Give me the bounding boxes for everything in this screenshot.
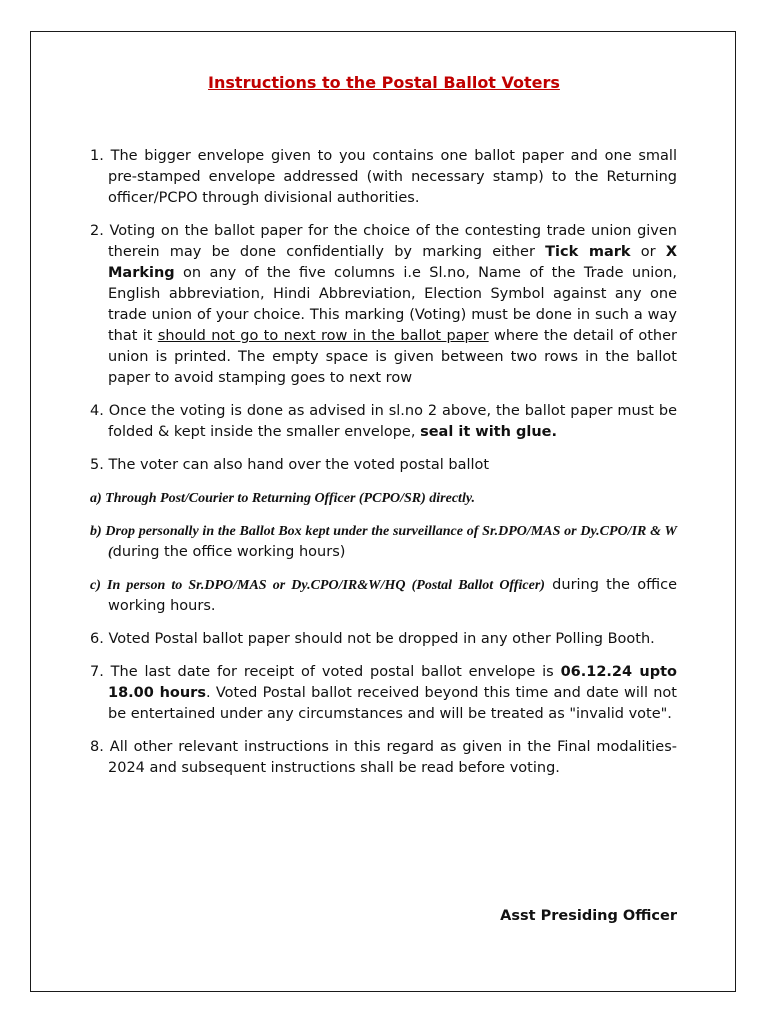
instruction-2-text-c: on any of the five columns i.e Sl.no, Name of the Trade union, English abbreviation, Hindi Abbreviation, Election Symbol against any one trade union of your choice. This marking (Voting) must be done in such a way that it [108, 265, 677, 344]
instruction-7-text-a: 7. The last date for receipt of voted postal ballot envelope is [90, 664, 561, 680]
option-b [90, 521, 677, 563]
instruction-7-text-b: . Voted Postal ballot received beyond this time and date will not be entertained under any circumstances and will be treated as "invalid vote". [108, 685, 677, 722]
option-a-text: a) Through Post/Courier to Returning Officer (PCPO/SR) directly. [90, 491, 476, 506]
page-title: Instructions to the Postal Ballot Voters [208, 73, 560, 92]
instruction-1-text: 1. The bigger envelope given to you contains one ballot paper and one small pre-stamped envelope addressed (with necessary stamp) to the Returning officer/PCPO through divisional authorities. [90, 148, 677, 206]
instruction-5-text: 5. The voter can also hand over the voted postal ballot [90, 457, 490, 473]
option-c-hours: during the office working hours. [108, 577, 677, 614]
instruction-2-text-a: 2. Voting on the ballot paper for the choice of the contesting trade union given therein may be done confidentially by marking either [90, 223, 677, 260]
tick-mark-emphasis: Tick mark [545, 244, 631, 260]
instruction-1 [90, 146, 677, 209]
instruction-6 [90, 629, 677, 650]
option-c [90, 575, 677, 617]
instruction-5 [90, 455, 677, 476]
instruction-8 [90, 737, 710, 779]
option-a [90, 488, 677, 509]
deadline-emphasis: 06.12.24 upto 18.00 hours [108, 664, 677, 701]
option-c-text: c) In person to Sr.DPO/MAS or Dy.CPO/IR&W/HQ (Postal Ballot Officer) [90, 578, 545, 593]
option-b-hours: during the office working hours) [112, 544, 346, 560]
instruction-7 [90, 662, 677, 725]
instruction-6-text: 6. Voted Postal ballot paper should not be dropped in any other Polling Booth. [90, 631, 655, 647]
next-row-warning: should not go to next row in the ballot paper [157, 328, 489, 344]
instruction-2-text-d: where the detail of other union is printed. The empty space is given between two rows in the ballot paper to avoid stamping goes to next row [108, 328, 677, 386]
x-marking-emphasis: X Marking [108, 244, 677, 281]
option-b-text: b) Drop personally in the Ballot Box kept under the surveillance of Sr.DPO/MAS or Dy.CPO/IR & W ( [90, 524, 677, 560]
instruction-2-text-b: or [630, 244, 666, 260]
instruction-4 [90, 401, 677, 443]
signature: Asst Presiding Officer [500, 908, 677, 924]
instruction-2 [90, 221, 677, 389]
seal-with-glue-emphasis: seal it with glue. [420, 424, 557, 440]
instruction-4-text: 4. Once the voting is done as advised in sl.no 2 above, the ballot paper must be folded & kept inside the smaller envelope, [90, 403, 677, 440]
instruction-8-text: 8. All other relevant instructions in this regard as given in the Final modalities- 2024 and subsequent instructions shall be read before voting. [90, 739, 710, 776]
instructions-list [90, 146, 710, 791]
